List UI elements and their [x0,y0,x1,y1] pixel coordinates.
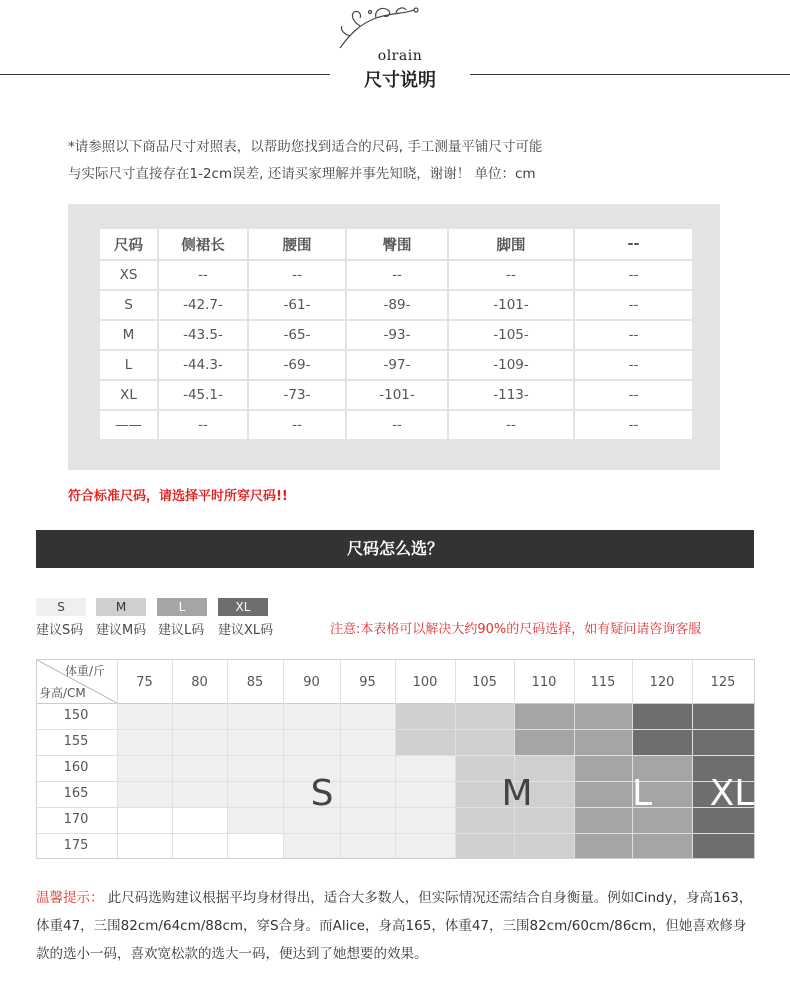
header-cell: 臀围 [346,229,448,260]
table-row [100,380,693,410]
size-recommendation-grid [36,659,755,859]
tip-text: 此尺码选购建议根据平均身材得出，适合大多数人，但实际情况还需结合自身衡量。例如Cindy，身高163，体重47，三围82cm/64cm/88cm，穿S合身。而Alice，身高165，体重47，三围82cm/60cm/86cm，但她喜欢修身款的选小一码，喜欢宽松款的选大一码，便达到了她想要的效果。 [36,890,753,962]
weight-label: 125 [710,675,736,690]
value-cell: -- [574,320,693,350]
height-label: 150 [63,708,89,723]
table-row [100,260,693,290]
value-cell: -65- [248,320,346,350]
size-cell: L [100,350,158,380]
header-cell: 脚围 [448,229,574,260]
intro-text [68,134,688,188]
weight-label: 95 [359,675,376,690]
value-cell: -- [574,410,693,440]
header-cell: 腰围 [248,229,346,260]
value-cell: -- [248,410,346,440]
tip-label: 温馨提示： [36,890,104,906]
table-row [100,320,693,350]
value-cell: -43.5- [158,320,248,350]
value-cell: -- [574,290,693,320]
height-label: 170 [63,812,89,827]
value-cell: -42.7- [158,290,248,320]
page-title: 尺寸说明 [364,70,436,91]
size-region-cell [514,703,632,729]
size-region-label: M [501,773,533,814]
value-cell: -89- [346,290,448,320]
value-cell: -- [574,350,693,380]
value-cell: -- [574,260,693,290]
intro-line-2: 与实际尺寸直接存在1-2cm误差, 还请买家理解并事先知晓，谢谢！ 单位：cm [68,166,536,182]
size-cell: XS [100,260,158,290]
size-region-cell [632,703,754,729]
height-label: 160 [63,760,89,775]
weight-label: 90 [303,675,320,690]
size-region-cell [283,833,455,858]
table-row [100,290,693,320]
value-cell: -97- [346,350,448,380]
legend-swatch-xl: XL [218,598,268,616]
legend-swatch-l: L [157,598,207,616]
value-cell: -- [448,410,574,440]
weight-label: 120 [649,675,675,690]
corner-height-label: 身高/CM [39,686,86,700]
intro-line-1: *请参照以下商品尺寸对照表，以帮助您找到适合的尺码, 手工测量平铺尺寸可能 [68,139,543,155]
header-cell: -- [574,229,693,260]
value-cell: -- [448,260,574,290]
brand-logo: olrain [377,48,423,64]
value-cell: -69- [248,350,346,380]
value-cell: -113- [448,380,574,410]
weight-label: 105 [472,675,497,690]
weight-label: 75 [136,675,153,690]
size-region-cell [574,833,692,858]
warning-text: 注意:本表格可以解决大约90%的尺码选择，如有疑问请咨询客服 [330,622,702,637]
height-label: 165 [63,786,89,801]
value-cell: -105- [448,320,574,350]
weight-label: 110 [531,675,557,690]
value-cell: -73- [248,380,346,410]
value-cell: -101- [346,380,448,410]
value-cell: -- [158,260,248,290]
value-cell: -101- [448,290,574,320]
value-cell: -- [346,410,448,440]
size-cell: XL [100,380,158,410]
size-cell: M [100,320,158,350]
legend-label: 建议XL码 [218,623,274,638]
legend-label: 建议M码 [96,623,147,638]
tip-paragraph [36,884,758,968]
value-cell: -93- [346,320,448,350]
table-row [100,410,693,440]
size-region-cell [117,729,395,755]
size-region-cell [117,755,455,781]
value-cell: -- [574,380,693,410]
corner-weight-label: 体重/斤 [65,664,106,678]
value-cell: -- [158,410,248,440]
size-region-cell [514,729,632,755]
size-guide-banner: 尺码怎么选？ [36,530,754,568]
size-region-cell [632,729,754,755]
size-cell: S [100,290,158,320]
size-region-label: XL [709,773,755,814]
weight-label: 100 [412,675,438,690]
height-label: 155 [63,734,89,749]
header-line-left [0,74,330,75]
header-cell: 侧裙长 [158,229,248,260]
size-region-cell [117,703,395,729]
weight-label: 115 [590,675,616,690]
legend-label: 建议S码 [36,623,84,638]
size-region-label: S [310,773,334,814]
value-cell: -- [346,260,448,290]
value-cell: -61- [248,290,346,320]
table-row [100,350,693,380]
ornament-icon [330,4,426,52]
weight-label: 80 [191,675,208,690]
value-cell: -45.1- [158,380,248,410]
standard-size-note: 符合标准尺码，请选择平时所穿尺码!! [68,489,288,504]
value-cell: -- [248,260,346,290]
size-region-label: L [631,773,653,814]
height-label: 175 [63,838,89,853]
header-line-right [470,74,790,75]
legend-swatch-m: M [96,598,146,616]
weight-label: 85 [246,675,264,690]
size-region-cell [117,781,455,807]
legend-label: 建议L码 [158,623,205,638]
legend-swatch-s: S [36,598,86,616]
size-region-cell [692,833,754,858]
size-cell: —— [100,410,158,440]
value-cell: -44.3- [158,350,248,380]
size-table-header [100,229,693,260]
header-cell: 尺码 [100,229,158,260]
value-cell: -109- [448,350,574,380]
size-table [100,229,694,441]
